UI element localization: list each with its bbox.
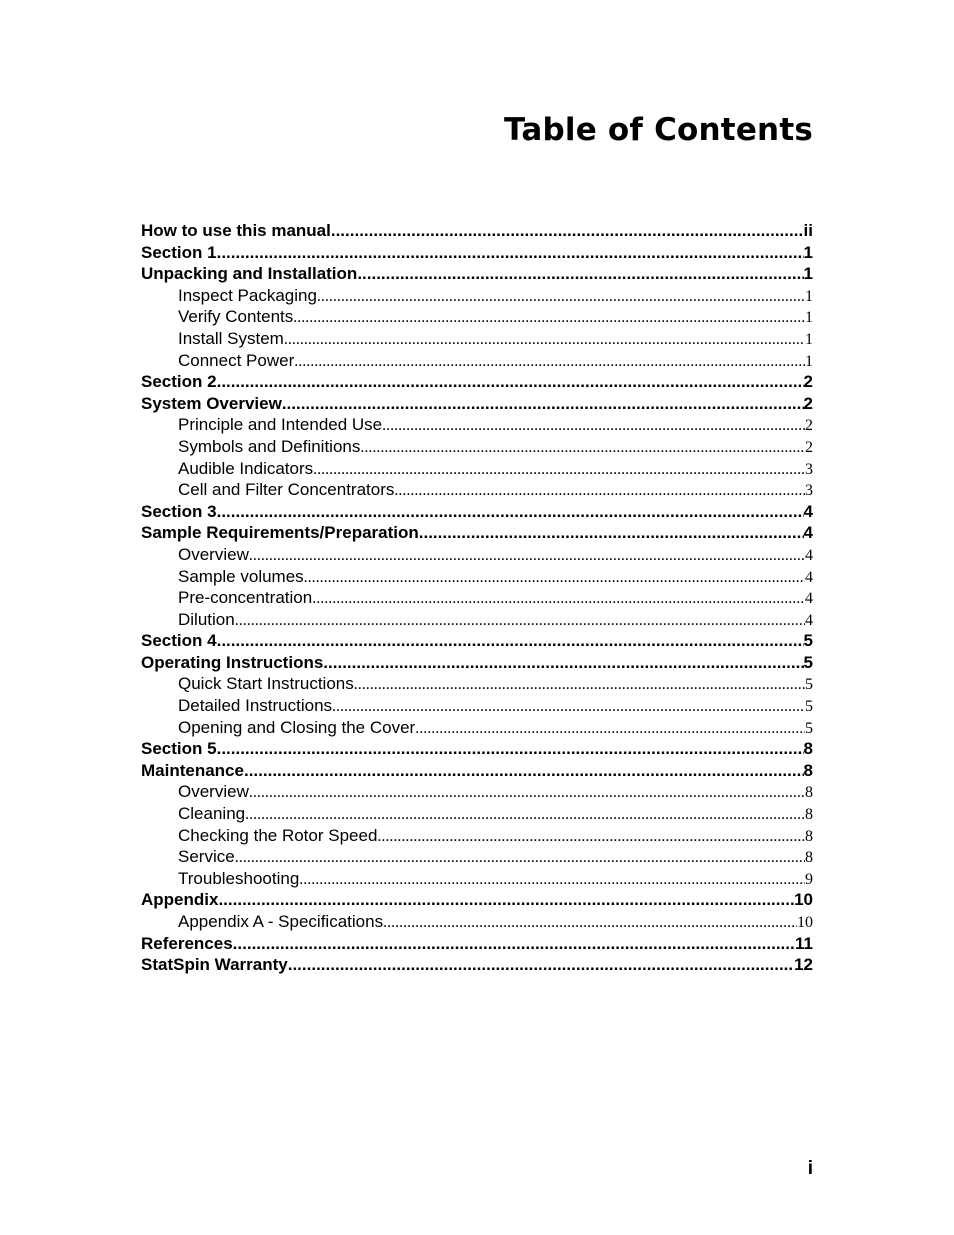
toc-subentry[interactable] [141,351,813,373]
toc-entry-label: Overview [178,544,249,564]
toc-entry-page: 11 [795,933,813,953]
toc-entry-label: Overview [178,782,249,802]
toc-entry-label: Section 3 [141,501,217,521]
toc-entry[interactable] [141,372,813,394]
dot-leader [218,890,794,910]
toc-entry-page: 9 [805,870,813,888]
page-title: Table of Contents [504,112,813,148]
toc-entry-label: Inspect Packaging [178,285,317,305]
dot-leader [415,720,805,738]
toc-entry-page: 4 [805,568,813,586]
toc-entry-label: Sample volumes [178,566,304,586]
toc-subentry[interactable] [141,307,813,329]
toc-entry-label: Install System [178,328,284,348]
dot-leader [217,631,804,651]
toc-entry-page: 8 [805,849,813,867]
toc-entry[interactable] [141,502,813,524]
toc-entry-label: Section 5 [141,739,217,759]
page-number: i [807,1158,813,1179]
toc-entry-page: 4 [805,611,813,629]
toc-entry-page: 3 [805,482,813,500]
dot-leader [383,914,797,932]
dot-leader [235,612,805,630]
toc-entry-label: How to use this manual [141,221,331,240]
toc-subentry[interactable] [141,329,813,351]
toc-entry-label: Symbols and Definitions [178,436,361,456]
toc-entry-label: Operating Instructions [141,652,324,672]
toc-entry-page: 1 [805,330,813,348]
toc-entry-page: 10 [794,890,813,910]
toc-subentry[interactable] [141,286,813,308]
toc-entry-label: Quick Start Instructions [178,674,354,694]
dot-leader [299,871,805,889]
toc-entry[interactable] [141,264,813,286]
toc-subentry[interactable] [141,459,813,481]
toc-entry-label: Dilution [178,609,235,629]
dot-leader [217,739,804,759]
toc-entry-page: 4 [803,501,813,521]
dot-leader [249,784,805,802]
toc-subentry[interactable] [141,869,813,891]
toc-entry-label: Section 4 [141,631,217,651]
toc-entry-label: System Overview [141,393,282,413]
dot-leader [235,849,805,867]
toc-entry-label: Principle and Intended Use [178,415,383,435]
toc-entry-label: Opening and Closing the Cover [178,717,416,737]
toc-entry[interactable] [141,523,813,545]
toc-entry-page: 5 [805,676,813,694]
toc-entry-page: 8 [803,739,813,759]
toc-entry[interactable] [141,934,813,956]
toc-entry[interactable] [141,890,813,912]
toc-entry-label: Troubleshooting [178,868,300,888]
toc-entry-page: 1 [803,242,813,262]
toc-entry-page: 4 [803,523,813,543]
dot-leader [244,761,804,781]
dot-leader [293,309,805,327]
dot-leader [377,828,805,846]
table-of-contents [141,221,813,977]
toc-entry-page: 4 [805,590,813,608]
dot-leader [233,934,795,954]
toc-subentry[interactable] [141,545,813,567]
toc-entry-page: 2 [803,393,813,413]
toc-entry-label: Unpacking and Installation [141,264,358,284]
toc-entry-page: 2 [805,438,813,456]
toc-subentry[interactable] [141,610,813,632]
toc-entry-page: 1 [805,309,813,327]
dot-leader [313,461,805,479]
toc-entry-page: ii [803,221,813,240]
toc-subentry[interactable] [141,415,813,437]
toc-entry[interactable] [141,739,813,761]
toc-entry[interactable] [141,394,813,416]
toc-entry-label: Appendix [141,890,219,910]
toc-entry-label: Section 1 [141,242,217,262]
dot-leader [317,288,805,306]
toc-entry-page: 5 [803,631,813,651]
dot-leader [332,698,805,716]
toc-entry-label: Pre-concentration [178,588,313,608]
dot-leader [249,547,805,565]
toc-entry-label: Cleaning [178,804,246,824]
toc-subentry[interactable] [141,718,813,740]
toc-entry-label: Cell and Filter Concentrators [178,480,395,500]
toc-subentry[interactable] [141,696,813,718]
toc-subentry[interactable] [141,826,813,848]
toc-entry[interactable] [141,653,813,675]
toc-entry-label: Sample Requirements/Preparation [141,523,419,543]
toc-entry-label: References [141,933,233,953]
dot-leader [382,417,805,435]
toc-entry-page: 1 [805,352,813,370]
toc-subentry[interactable] [141,674,813,696]
toc-entry-page: 8 [805,827,813,845]
toc-subentry[interactable] [141,588,813,610]
dot-leader [284,331,805,349]
toc-subentry[interactable] [141,782,813,804]
toc-entry-page: 2 [803,372,813,392]
dot-leader [288,955,794,975]
toc-entry-label: Appendix A - Specifications [178,912,384,931]
toc-entry-label: Maintenance [141,760,244,780]
dot-leader [217,372,804,392]
toc-entry-label: Section 2 [141,372,217,392]
toc-entry-page: 1 [805,287,813,305]
toc-entry[interactable] [141,243,813,265]
toc-subentry[interactable] [141,480,813,502]
toc-entry-page: 3 [805,460,813,478]
toc-entry-page: 5 [803,652,813,672]
dot-leader [357,264,803,284]
toc-subentry[interactable] [141,847,813,869]
dot-leader [217,502,804,522]
dot-leader [331,221,804,241]
toc-entry-page: 10 [797,914,813,931]
toc-subentry[interactable] [141,804,813,826]
toc-entry-page: 12 [794,955,813,975]
toc-entry-label: StatSpin Warranty [141,955,288,975]
dot-leader [360,439,805,457]
toc-entry[interactable] [141,221,813,243]
dot-leader [312,590,805,608]
dot-leader [245,806,805,824]
dot-leader [282,394,804,414]
toc-entry-page: 5 [805,698,813,716]
toc-entry-label: Checking the Rotor Speed [178,825,378,845]
dot-leader [354,676,805,694]
toc-entry-page: 8 [805,784,813,802]
dot-leader [294,353,805,371]
toc-entry-label: Detailed Instructions [178,696,333,716]
toc-entry-label: Service [178,847,235,867]
dot-leader [323,653,803,673]
toc-subentry[interactable] [141,437,813,459]
toc-subentry[interactable] [141,567,813,589]
toc-entry-label: Verify Contents [178,307,294,327]
toc-entry[interactable] [141,955,813,977]
toc-entry-page: 2 [805,417,813,435]
dot-leader [419,523,804,543]
toc-entry[interactable] [141,631,813,653]
dot-leader [304,569,805,587]
toc-entry-page: 4 [805,546,813,564]
toc-entry-page: 1 [803,264,813,284]
toc-entry[interactable] [141,761,813,783]
toc-entry-page: 8 [805,806,813,824]
toc-entry-label: Connect Power [178,350,295,370]
toc-entry-page: 5 [805,719,813,737]
toc-entry-label: Audible Indicators [178,458,314,478]
dot-leader [394,482,805,500]
dot-leader [217,243,804,263]
toc-entry-page: 8 [803,760,813,780]
toc-subentry[interactable] [141,912,813,934]
